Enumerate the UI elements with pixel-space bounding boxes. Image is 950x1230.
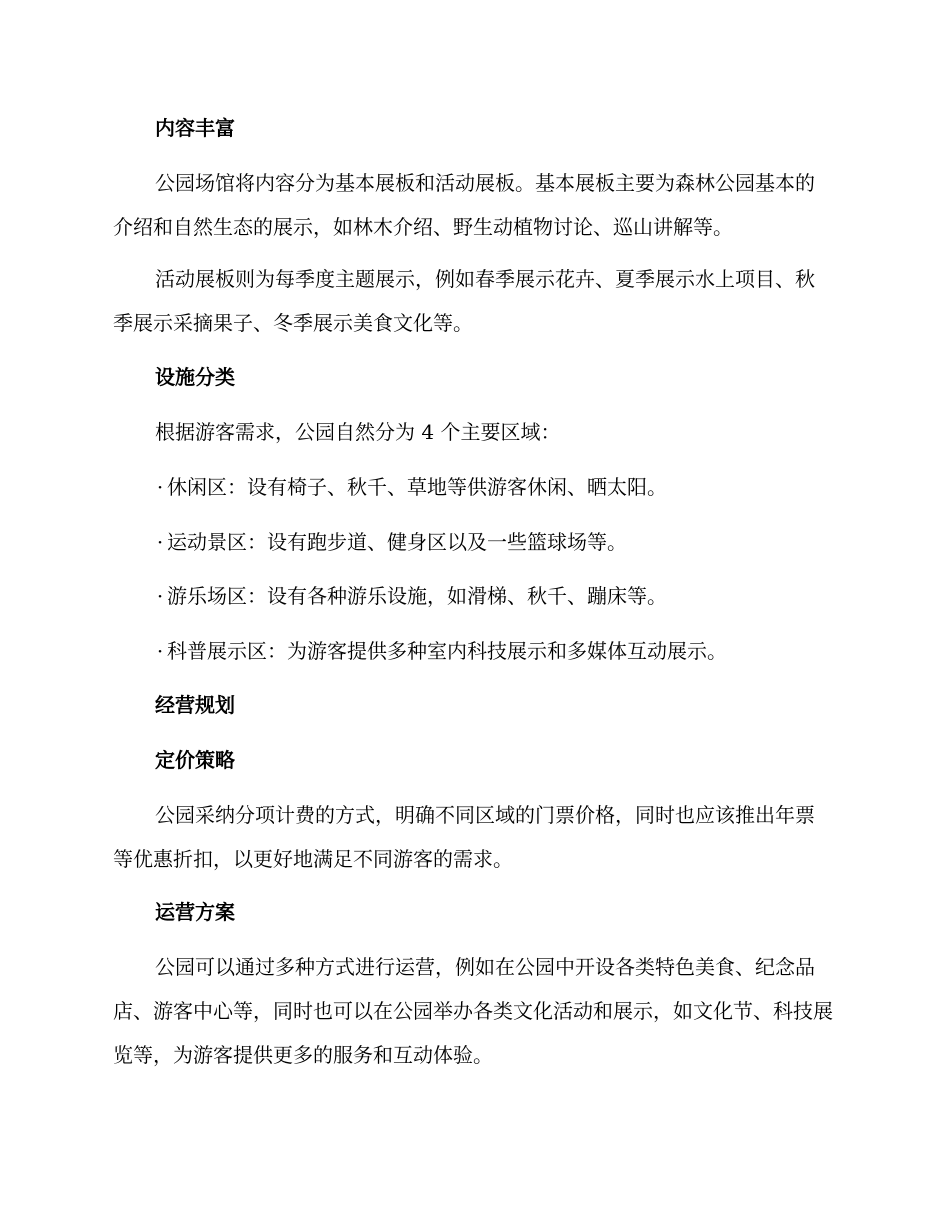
list-item — [155, 637, 727, 665]
list-item — [155, 528, 627, 556]
heading-content: 内容丰富 — [155, 116, 235, 140]
paragraph-operation: 公园可以通过多种方式进行运营，例如在公园中开设各类特色美食、纪念品店、游客中心等，同时也可以在公园举办各类文化活动和展示，如文化节、科技展览等，为游客提供更多的服务和互动体验。 — [113, 955, 833, 1067]
list-item — [155, 473, 667, 501]
bullet-dot: · — [156, 639, 164, 663]
heading-facilities: 设施分类 — [155, 365, 235, 389]
bullet-dot: · — [156, 475, 164, 499]
paragraph-content-basic: 公园场馆将内容分为基本展板和活动展板。基本展板主要为森林公园基本的介绍和自然生态的展示，如林木介绍、野生动植物讨论、巡山讲解等。 — [113, 171, 815, 239]
list-item-text: 休闲区：设有椅子、秋千、草地等供游客休闲、晒太阳。 — [167, 475, 667, 499]
bullet-dot: · — [156, 584, 164, 608]
heading-pricing: 定价策略 — [155, 748, 235, 772]
list-item-text: 运动景区：设有跑步道、健身区以及一些篮球场等。 — [167, 530, 627, 554]
heading-operation: 运营方案 — [155, 900, 235, 924]
paragraph-pricing: 公园采纳分项计费的方式，明确不同区域的门票价格，同时也应该推出年票等优惠折扣，以更好地满足不同游客的需求。 — [113, 803, 815, 871]
list-item-text: 游乐场区：设有各种游乐设施，如滑梯、秋千、蹦床等。 — [167, 584, 667, 608]
list-item — [155, 582, 667, 610]
paragraph-content-activity: 活动展板则为每季度主题展示，例如春季展示花卉、夏季展示水上项目、秋季展示采摘果子、冬季展示美食文化等。 — [113, 267, 815, 335]
facilities-intro: 根据游客需求，公园自然分为 4 个主要区域： — [155, 420, 561, 444]
list-item-text: 科普展示区：为游客提供多种室内科技展示和多媒体互动展示。 — [167, 639, 727, 663]
heading-management: 经营规划 — [155, 693, 235, 717]
bullet-dot: · — [156, 530, 164, 554]
